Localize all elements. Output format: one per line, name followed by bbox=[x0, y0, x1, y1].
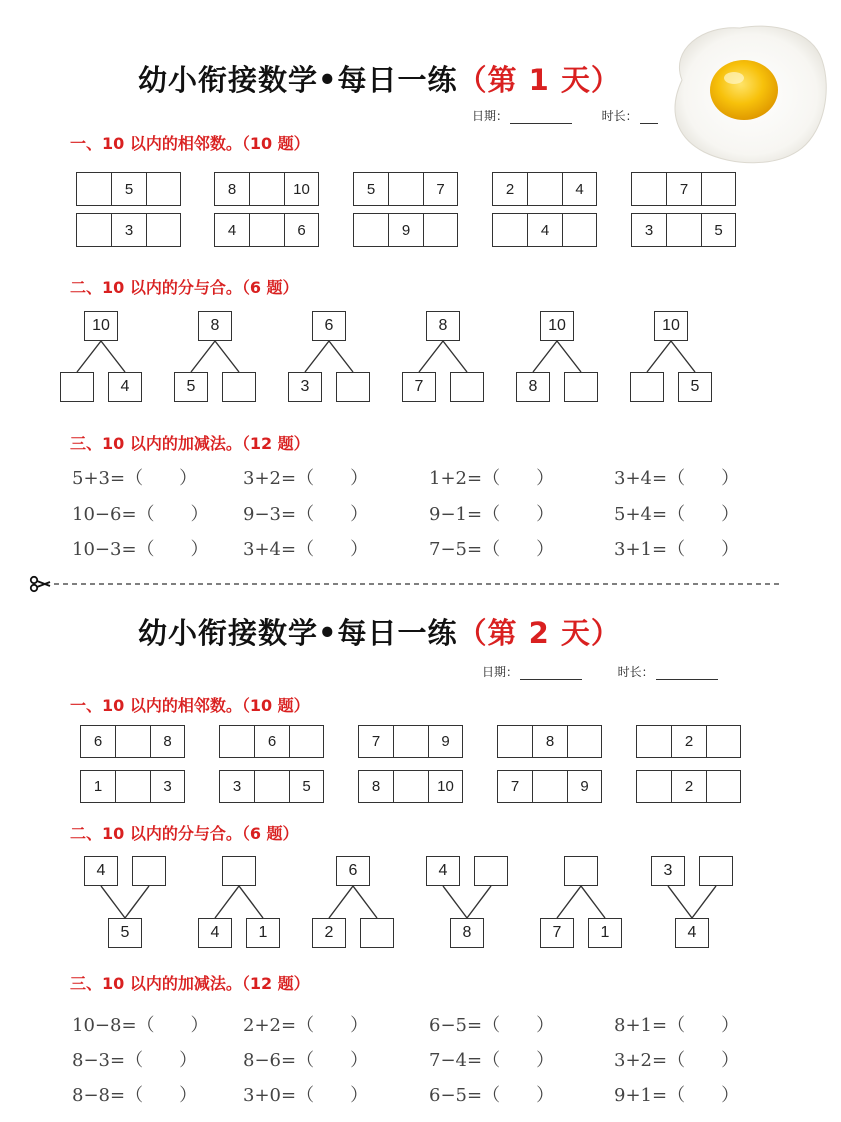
answer-box[interactable] bbox=[222, 856, 256, 886]
equation[interactable]: 10−8=（ ） bbox=[72, 1015, 209, 1036]
equation[interactable]: 3+0=（ ） bbox=[243, 1085, 369, 1106]
number-box: 5 bbox=[701, 213, 736, 247]
equation[interactable]: 3+1=（ ） bbox=[614, 539, 740, 560]
answer-box[interactable] bbox=[527, 172, 563, 206]
number-box: 6 bbox=[80, 725, 116, 758]
answer-box[interactable] bbox=[353, 213, 389, 247]
connector-line bbox=[443, 886, 467, 918]
number-box: 3 bbox=[631, 213, 667, 247]
equation[interactable]: 6−5=（ ） bbox=[429, 1015, 555, 1036]
number-box: 10 bbox=[84, 311, 118, 341]
number-box: 9 bbox=[388, 213, 424, 247]
answer-box[interactable] bbox=[146, 172, 181, 206]
number-box: 2 bbox=[312, 918, 346, 948]
number-box: 1 bbox=[588, 918, 622, 948]
equation[interactable]: 3+4=（ ） bbox=[243, 539, 369, 560]
number-box: 7 bbox=[358, 725, 394, 758]
number-box: 1 bbox=[246, 918, 280, 948]
answer-box[interactable] bbox=[567, 725, 602, 758]
day2-section1-heading: 一、10 以内的相邻数。（10 题） bbox=[70, 696, 310, 715]
connector-line bbox=[329, 886, 353, 918]
number-box: 5 bbox=[289, 770, 324, 803]
number-box: 7 bbox=[423, 172, 458, 206]
answer-box[interactable] bbox=[423, 213, 458, 247]
equation[interactable]: 5+4=（ ） bbox=[614, 504, 740, 525]
number-box: 7 bbox=[402, 372, 436, 402]
equation[interactable]: 7−4=（ ） bbox=[429, 1050, 555, 1071]
answer-box[interactable] bbox=[76, 172, 112, 206]
equation[interactable]: 8−3=（ ） bbox=[72, 1050, 198, 1071]
number-box: 4 bbox=[675, 918, 709, 948]
day2-date-field[interactable] bbox=[520, 667, 582, 680]
connector-line bbox=[125, 886, 149, 918]
number-box: 5 bbox=[174, 372, 208, 402]
day2-title-main: 幼小衔接数学•每日一练 bbox=[138, 616, 458, 650]
answer-box[interactable] bbox=[706, 770, 741, 803]
fried-egg-icon bbox=[662, 20, 830, 168]
answer-box[interactable] bbox=[60, 372, 94, 402]
number-box: 8 bbox=[150, 725, 185, 758]
day2-section2-heading: 二、10 以内的分与合。（6 题） bbox=[70, 824, 299, 843]
equation[interactable]: 8+1=（ ） bbox=[614, 1015, 740, 1036]
number-box: 7 bbox=[540, 918, 574, 948]
connector-line bbox=[668, 886, 692, 918]
equation[interactable]: 5+3=（ ） bbox=[72, 468, 198, 489]
answer-box[interactable] bbox=[666, 213, 702, 247]
day1-section1-heading: 一、10 以内的相邻数。（10 题） bbox=[70, 134, 310, 153]
answer-box[interactable] bbox=[497, 725, 533, 758]
answer-box[interactable] bbox=[219, 725, 255, 758]
answer-box[interactable] bbox=[360, 918, 394, 948]
answer-box[interactable] bbox=[450, 372, 484, 402]
number-box: 9 bbox=[428, 725, 463, 758]
day2-date-label: 日期： bbox=[482, 665, 519, 679]
answer-box[interactable] bbox=[636, 770, 672, 803]
equation[interactable]: 9−1=（ ） bbox=[429, 504, 555, 525]
number-box: 4 bbox=[214, 213, 250, 247]
answer-box[interactable] bbox=[636, 725, 672, 758]
number-box: 4 bbox=[562, 172, 597, 206]
answer-box[interactable] bbox=[222, 372, 256, 402]
answer-box[interactable] bbox=[492, 213, 528, 247]
answer-box[interactable] bbox=[393, 770, 429, 803]
equation[interactable]: 3+2=（ ） bbox=[243, 468, 369, 489]
cut-line bbox=[0, 574, 841, 594]
number-box: 10 bbox=[654, 311, 688, 341]
equation[interactable]: 3+2=（ ） bbox=[614, 1050, 740, 1071]
equation[interactable]: 10−3=（ ） bbox=[72, 539, 209, 560]
number-box: 5 bbox=[353, 172, 389, 206]
equation[interactable]: 7−5=（ ） bbox=[429, 539, 555, 560]
number-box: 6 bbox=[254, 725, 290, 758]
answer-box[interactable] bbox=[132, 856, 166, 886]
day1-time-label: 时长： bbox=[601, 109, 638, 123]
equation[interactable]: 9−3=（ ） bbox=[243, 504, 369, 525]
day1-title bbox=[138, 58, 621, 99]
connector-line bbox=[533, 341, 557, 372]
connector-line bbox=[419, 341, 443, 372]
answer-box[interactable] bbox=[699, 856, 733, 886]
answer-box[interactable] bbox=[532, 770, 568, 803]
answer-box[interactable] bbox=[336, 372, 370, 402]
number-box: 6 bbox=[336, 856, 370, 886]
equation[interactable]: 1+2=（ ） bbox=[429, 468, 555, 489]
equation[interactable]: 8−6=（ ） bbox=[243, 1050, 369, 1071]
connector-line bbox=[692, 886, 716, 918]
day1-section2-heading: 二、10 以内的分与合。（6 题） bbox=[70, 278, 299, 297]
number-box: 3 bbox=[651, 856, 685, 886]
answer-box[interactable] bbox=[706, 725, 741, 758]
number-box: 8 bbox=[426, 311, 460, 341]
number-box: 10 bbox=[284, 172, 319, 206]
day1-time-field[interactable] bbox=[640, 111, 658, 124]
answer-box[interactable] bbox=[474, 856, 508, 886]
connector-line bbox=[101, 886, 125, 918]
number-box: 2 bbox=[492, 172, 528, 206]
number-box: 8 bbox=[450, 918, 484, 948]
number-box: 7 bbox=[666, 172, 702, 206]
connector-line bbox=[329, 341, 353, 372]
connector-line bbox=[101, 341, 125, 372]
answer-box[interactable] bbox=[564, 856, 598, 886]
answer-box[interactable] bbox=[701, 172, 736, 206]
connector-line bbox=[239, 886, 263, 918]
number-box: 4 bbox=[426, 856, 460, 886]
day1-meta bbox=[472, 107, 658, 124]
connector-line bbox=[215, 886, 239, 918]
answer-box[interactable] bbox=[289, 725, 324, 758]
connector-line bbox=[647, 341, 671, 372]
number-box: 6 bbox=[312, 311, 346, 341]
day2-meta bbox=[482, 663, 718, 680]
answer-box[interactable] bbox=[115, 725, 151, 758]
number-box: 4 bbox=[527, 213, 563, 247]
answer-box[interactable] bbox=[388, 172, 424, 206]
connector-line bbox=[467, 886, 491, 918]
number-box: 3 bbox=[219, 770, 255, 803]
day2-title-day: （第 2 天） bbox=[457, 616, 621, 650]
connector-line bbox=[557, 341, 581, 372]
number-box: 4 bbox=[108, 372, 142, 402]
connector-line bbox=[77, 341, 101, 372]
connector-line bbox=[671, 341, 695, 372]
answer-box[interactable] bbox=[76, 213, 112, 247]
number-box: 7 bbox=[497, 770, 533, 803]
equation[interactable]: 8−8=（ ） bbox=[72, 1085, 198, 1106]
number-box: 3 bbox=[111, 213, 147, 247]
equation[interactable]: 6−5=（ ） bbox=[429, 1085, 555, 1106]
day2-title bbox=[138, 611, 621, 652]
number-box: 3 bbox=[288, 372, 322, 402]
number-box: 9 bbox=[567, 770, 602, 803]
number-box: 8 bbox=[214, 172, 250, 206]
number-box: 2 bbox=[671, 770, 707, 803]
number-box: 8 bbox=[516, 372, 550, 402]
day2-time-label: 时长： bbox=[617, 665, 654, 679]
number-box: 4 bbox=[198, 918, 232, 948]
number-box: 4 bbox=[84, 856, 118, 886]
day2-section3-heading: 三、10 以内的加减法。（12 题） bbox=[70, 974, 310, 993]
answer-box[interactable] bbox=[630, 372, 664, 402]
day1-date-label: 日期： bbox=[472, 109, 509, 123]
day1-section3-heading: 三、10 以内的加减法。（12 题） bbox=[70, 434, 310, 453]
answer-box[interactable] bbox=[249, 213, 285, 247]
number-box: 5 bbox=[111, 172, 147, 206]
day2-time-field[interactable] bbox=[656, 667, 718, 680]
equation[interactable]: 10−6=（ ） bbox=[72, 504, 209, 525]
connector-line bbox=[215, 341, 239, 372]
day1-title-day: （第 1 天） bbox=[457, 63, 621, 97]
equation[interactable]: 2+2=（ ） bbox=[243, 1015, 369, 1036]
equation[interactable]: 9+1=（ ） bbox=[614, 1085, 740, 1106]
number-box: 10 bbox=[540, 311, 574, 341]
number-box: 3 bbox=[150, 770, 185, 803]
answer-box[interactable] bbox=[631, 172, 667, 206]
connector-line bbox=[191, 341, 215, 372]
number-box: 8 bbox=[358, 770, 394, 803]
number-box: 1 bbox=[80, 770, 116, 803]
number-box: 8 bbox=[198, 311, 232, 341]
number-box: 6 bbox=[284, 213, 319, 247]
answer-box[interactable] bbox=[146, 213, 181, 247]
connector-line bbox=[557, 886, 581, 918]
connector-line bbox=[305, 341, 329, 372]
day1-date-field[interactable] bbox=[510, 111, 572, 124]
connector-line bbox=[581, 886, 605, 918]
day1-title-main: 幼小衔接数学•每日一练 bbox=[138, 63, 458, 97]
number-box: 5 bbox=[108, 918, 142, 948]
number-box: 8 bbox=[532, 725, 568, 758]
answer-box[interactable] bbox=[254, 770, 290, 803]
answer-box[interactable] bbox=[393, 725, 429, 758]
equation[interactable]: 3+4=（ ） bbox=[614, 468, 740, 489]
connector-line bbox=[443, 341, 467, 372]
answer-box[interactable] bbox=[115, 770, 151, 803]
answer-box[interactable] bbox=[249, 172, 285, 206]
connector-line bbox=[353, 886, 377, 918]
number-box: 10 bbox=[428, 770, 463, 803]
answer-box[interactable] bbox=[564, 372, 598, 402]
answer-box[interactable] bbox=[562, 213, 597, 247]
scissors-icon bbox=[31, 577, 50, 591]
number-box: 5 bbox=[678, 372, 712, 402]
number-box: 2 bbox=[671, 725, 707, 758]
